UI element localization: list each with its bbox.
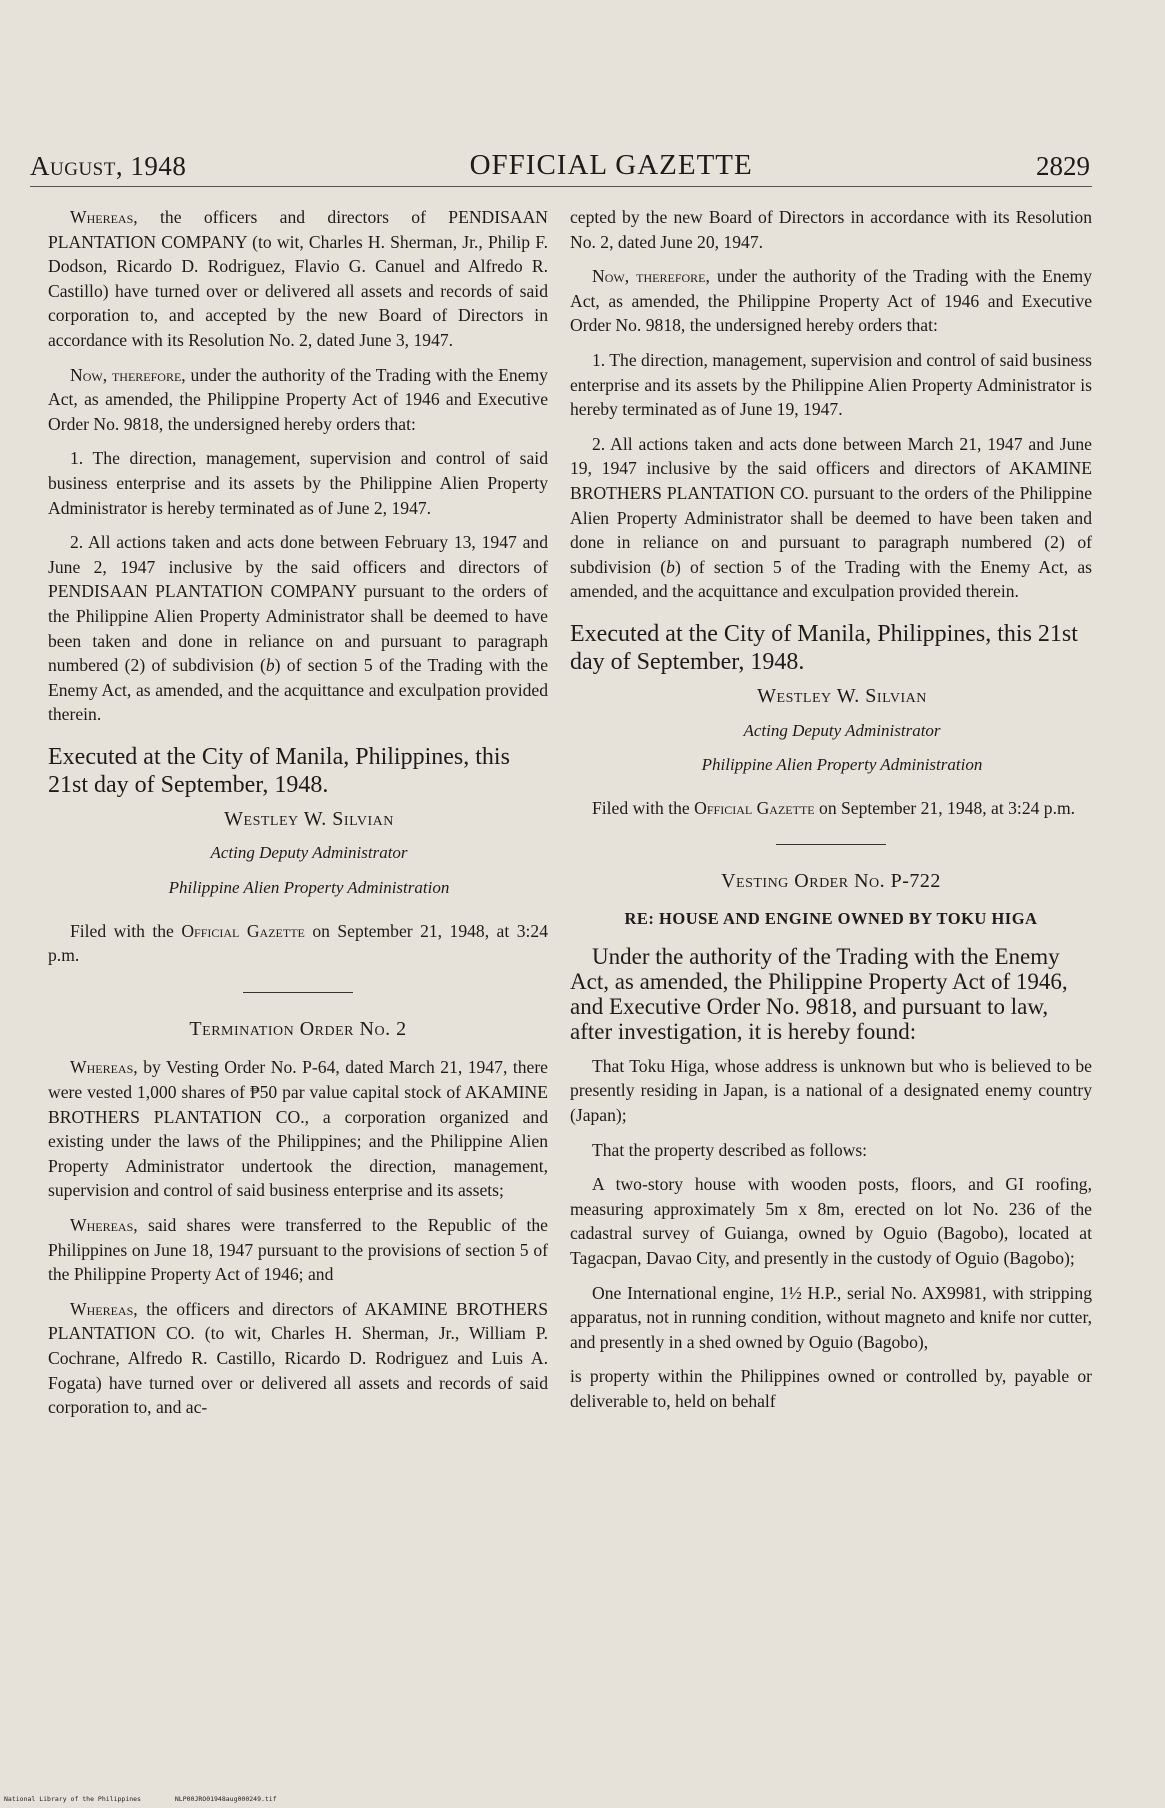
- right-filed-note: [570, 796, 1092, 821]
- right-paragraph-4: [570, 432, 1092, 604]
- left-filed-c: on September 21, 1948, at 3:24 p.m.: [48, 920, 548, 966]
- right-paragraph-1: cepted by the new Board of Directors in accordance with its Resolution No. 2, dated June 20, 1947.: [570, 207, 1092, 252]
- now-therefore-lead: Now, therefore,: [592, 266, 710, 287]
- whereas-lead: Whereas,: [70, 1215, 138, 1235]
- right-column: [570, 205, 1092, 1424]
- right-filed-c: on September 21, 1948, at 3:24 p.m.: [819, 797, 1076, 818]
- left-separator: [243, 992, 353, 993]
- right-paragraph-3: 1. The direction, management, supervision and control of said business enterprise and its assets by the Philippine Alien Property Administrator is hereby terminated as of June 19, 1947.: [570, 349, 1093, 420]
- page-header: [30, 140, 1090, 182]
- right-separator: [776, 844, 886, 845]
- vesting-order-heading: Vesting Order No. P-722: [721, 870, 941, 893]
- left-filed-a: Filed with the: [70, 920, 174, 941]
- vesting-paragraph-3: A two-story house with wooden posts, floors, and GI roofing, measuring approximately 5m x 8m, erected on lot No. 236 of the cadastral survey of Guianga, owned by Oguio (Bagobo), located at Tagacpan, Davao City, and presently in the custody of Oguio (Bagobo);: [570, 1174, 1092, 1269]
- left-paragraph-1-text: the officers and directors of PENDISAAN PLANTATION COMPANY (to wit, Charles H. Sherman, Jr., Philip F. Dodson, Ricardo D. Rodriguez, Flavio G. Canuel and Alfredo R. Castillo) have turned over or delivered all assets and records of said corporation to, and accepted by the new Board of Directors in accordance with its Resolution No. 2, dated June 3, 1947.: [48, 207, 548, 350]
- right-p4-text-a: 2. All actions taken and acts done between March 21, 1947 and June 19, 1947 inclusive by the said officers and directors of AKAMINE BROTHERS PLANTATION CO. pursuant to the orders of the Philippine Alien Property Administrator shall be deemed to have been taken and done in reliance on and pursuant to paragraph numbered (2) of subdivision (: [570, 433, 1092, 577]
- vesting-paragraph-4: One International engine, 1½ H.P., serial No. AX9981, with stripping apparatus, not in running condition, without magneto and knife nor cutter, and presently in a shed owned by Oguio (Bagobo),: [570, 1282, 1092, 1352]
- termination-paragraph-2: [48, 1213, 548, 1287]
- vesting-paragraph-1: That Toku Higa, whose address is unknown but who is believed to be presently residing in Japan, is a national of a designated enemy country (Japan);: [570, 1055, 1092, 1126]
- left-paragraph-3: 1. The direction, management, supervision and control of said business enterprise and its assets by the Philippine Alien Property Administrator is hereby terminated as of June 2, 1947.: [48, 448, 548, 518]
- left-column: [48, 205, 548, 1430]
- right-signatory-office: Philippine Alien Property Administration: [701, 755, 983, 775]
- right-signatory-name: Westley W. Silvian: [757, 684, 927, 707]
- left-paragraph-2-text: under the authority of the Trading with the Enemy Act, as amended, the Philippine Property Act of 1946 and Executive Order No. 9818, the undersigned hereby orders that:: [48, 364, 548, 434]
- left-paragraph-2: [48, 363, 548, 437]
- left-signatory-office: Philippine Alien Property Administration: [168, 878, 450, 898]
- whereas-lead: Whereas,: [70, 1057, 138, 1078]
- termination-paragraph-3: [48, 1297, 548, 1420]
- termination-paragraph-1-text: by Vesting Order No. P-64, dated March 21, 1947, there were vested 1,000 shares of ₱50 par value capital stock of AKAMINE BROTHERS PLANTATION CO., a corporation organized and existing under the laws of the Philippines; and the Philippine Alien Property Administrator undertook the direction, management, supervision and control of said business enterprise and its assets;: [48, 1057, 548, 1201]
- right-signatory-title: Acting Deputy Administrator: [743, 720, 941, 740]
- termination-paragraph-1: [48, 1055, 548, 1203]
- left-p4-text-a: 2. All actions taken and acts done between February 13, 1947 and June 2, 1947 inclusive by the said officers and directors of PENDISAAN PLANTATION COMPANY pursuant to the orders of the Philippine Alien Property Administrator shall be deemed to have been taken and done in reliance on and pursuant to paragraph numbered (2) of subdivision (: [48, 532, 548, 676]
- left-p4-italic: b: [265, 655, 275, 676]
- left-executed-line: Executed at the City of Manila, Philippines, this 21st day of September, 1948.: [48, 743, 510, 798]
- vesting-paragraph-2: That the property described as follows:: [592, 1139, 868, 1160]
- right-p4-italic: b: [666, 556, 675, 577]
- whereas-lead: Whereas,: [70, 1298, 138, 1319]
- right-executed-line: Executed at the City of Manila, Philippines, this 21st day of September, 1948.: [570, 620, 1078, 675]
- vesting-order-subheading: RE: HOUSE AND ENGINE OWNED BY TOKU HIGA: [624, 908, 1038, 928]
- header-rule: [30, 186, 1092, 187]
- footer-library: National Library of the Philippines: [4, 1795, 141, 1803]
- header-date: August, 1948: [30, 151, 187, 181]
- left-filed-note: [48, 919, 548, 968]
- left-signatory-name: Westley W. Silvian: [224, 807, 394, 830]
- left-paragraph-4: [48, 530, 548, 727]
- left-signatory-title: Acting Deputy Administrator: [210, 843, 408, 863]
- left-p4-text-c: ) of section 5 of the Trading with the Enemy Act, as amended, and the acquittance and exculpation provided therein.: [48, 655, 548, 725]
- right-paragraph-2: [570, 264, 1092, 338]
- right-filed-a: Filed with the: [592, 797, 690, 818]
- termination-order-heading: Termination Order No. 2: [189, 1017, 407, 1040]
- now-therefore-lead: Now, therefore,: [70, 364, 186, 385]
- termination-paragraph-2-text: said shares were transferred to the Republic of the Philippines on June 18, 1947 pursuant to the provisions of section 5 of the Philippine Property Act of 1946; and: [48, 1215, 548, 1285]
- header-title: OFFICIAL GAZETTE: [469, 149, 753, 181]
- right-paragraph-2-text: under the authority of the Trading with the Enemy Act, as amended, the Philippine Property Act of 1946 and Executive Order No. 9818, the undersigned hereby orders that:: [570, 266, 1092, 336]
- left-paragraph-1: [48, 205, 548, 353]
- vesting-paragraph-5: is property within the Philippines owned or controlled by, payable or deliverable to, held on behalf: [570, 1366, 1092, 1411]
- footer-file-id: NLP00JRO01948aug000249.tif: [174, 1795, 277, 1803]
- right-filed-gazette: Official Gazette: [694, 797, 815, 818]
- left-filed-gazette: Official Gazette: [181, 920, 305, 941]
- termination-paragraph-3-text: the officers and directors of AKAMINE BROTHERS PLANTATION CO. (to wit, Charles H. Sherman, Jr., William P. Cochrane, Alfredo R. Castillo, Ricardo D. Rodriguez and Luis A. Fogata) have turned over or delivered all assets and records of said corporation to, and ac-: [48, 1298, 548, 1418]
- vesting-intro: Under the authority of the Trading with the Enemy Act, as amended, the Philippine Property Act of 1946, and Executive Order No. 9818, and pursuant to law, after investigation, it is hereby found:: [570, 943, 1068, 1044]
- right-p4-text-c: ) of section 5 of the Trading with the Enemy Act, as amended, and the acquittance and exculpation provided therein.: [570, 556, 1092, 602]
- whereas-lead: Whereas,: [70, 207, 138, 227]
- header-page-number: 2829: [1036, 151, 1090, 181]
- scan-footer: [4, 1795, 307, 1803]
